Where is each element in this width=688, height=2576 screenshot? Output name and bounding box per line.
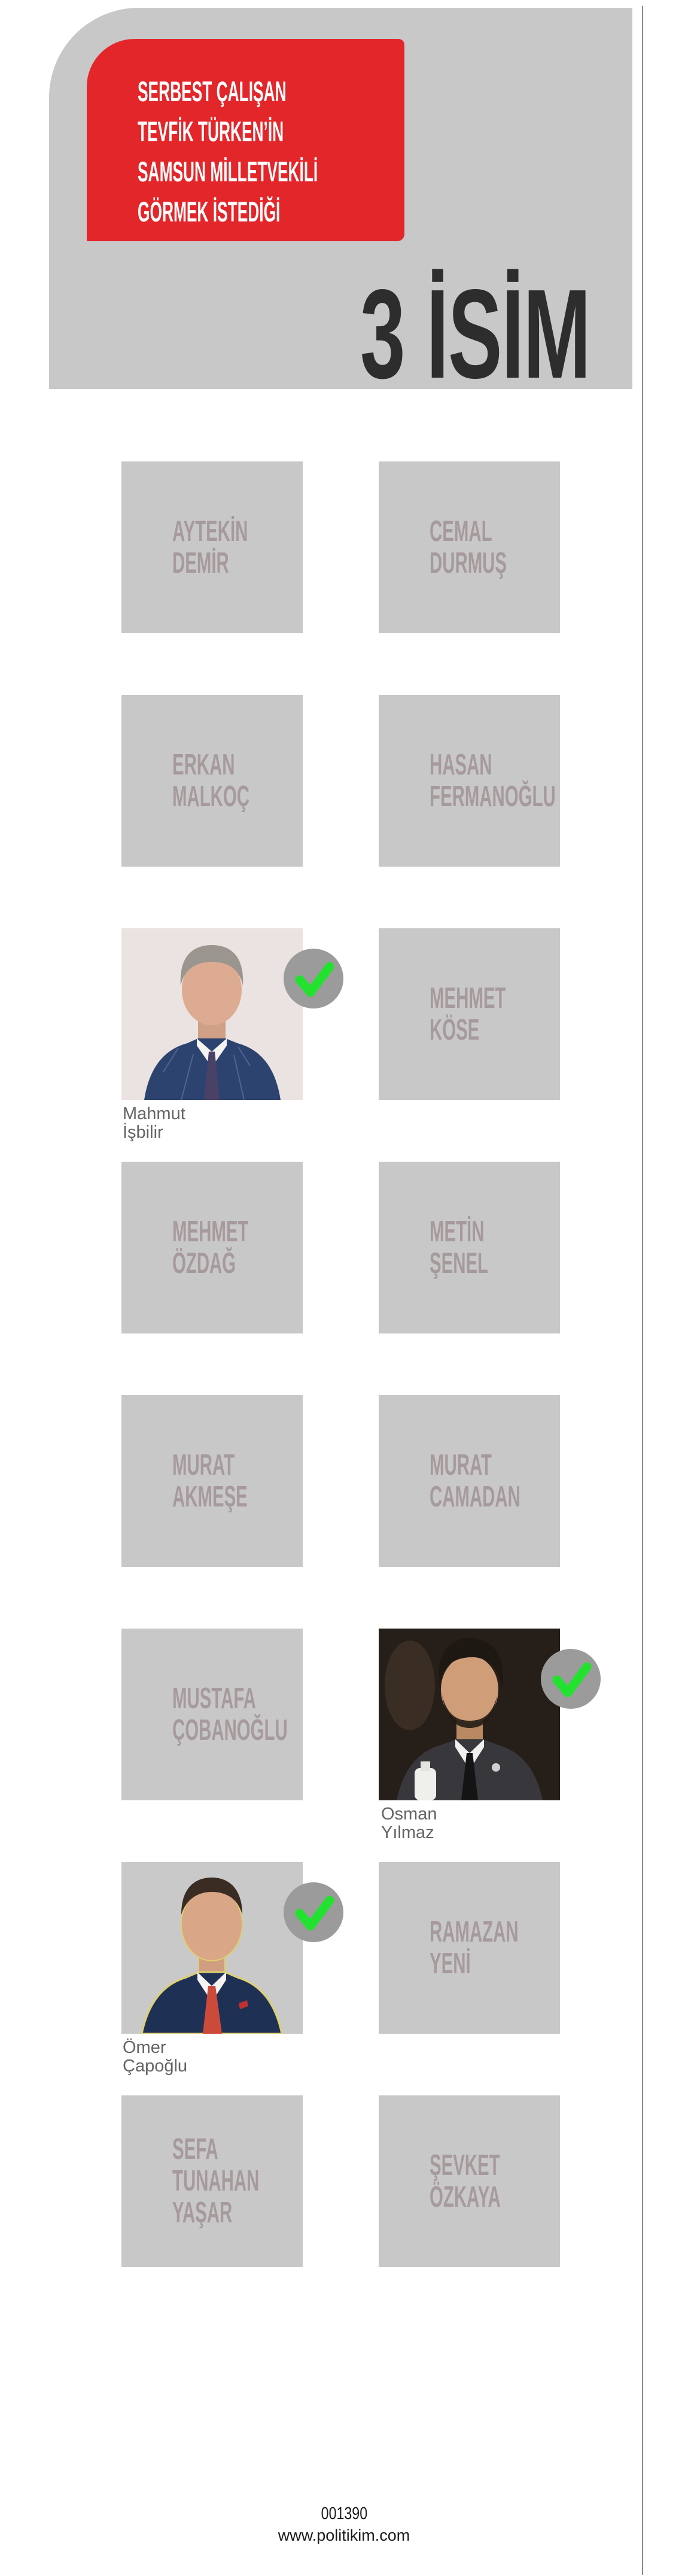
candidate-name-line: CAMADAN bbox=[430, 1480, 520, 1513]
title-line-3: SAMSUN MİLLETVEKİLİ bbox=[138, 156, 318, 187]
footer-code: 001390 bbox=[321, 2504, 367, 2523]
candidate-name-line: ÇOBANOĞLU bbox=[172, 1714, 288, 1746]
caption-line: Yılmaz bbox=[381, 1823, 434, 1842]
photo-caption-omer-capoglu bbox=[123, 2039, 187, 2076]
candidate-name-line: YAŞAR bbox=[172, 2197, 233, 2229]
candidate-name-line: METİN bbox=[430, 1215, 485, 1248]
portrait-osman-yilmaz bbox=[379, 1629, 560, 1800]
caption-line: İşbilir bbox=[123, 1123, 163, 1142]
candidate-box-murat-camadan bbox=[379, 1395, 560, 1567]
candidate-name-line: ŞENEL bbox=[430, 1247, 489, 1280]
candidate-name-line: ŞEVKET bbox=[430, 2149, 500, 2182]
candidate-box-murat-akmese bbox=[121, 1395, 303, 1567]
candidate-box-erkan-malkoc bbox=[121, 695, 303, 867]
candidate-name-line: ERKAN bbox=[172, 748, 235, 781]
check-icon bbox=[284, 1882, 343, 1942]
candidate-name-line: AYTEKİN bbox=[172, 515, 248, 548]
candidate-name-line: DURMUŞ bbox=[430, 546, 507, 579]
candidate-box-aytekin-demir bbox=[121, 461, 303, 633]
candidate-box-cemal-durmus bbox=[379, 461, 560, 633]
candidate-box-mehmet-ozdag bbox=[121, 1162, 303, 1333]
title-line-4: GÖRMEK İSTEDİĞİ bbox=[138, 196, 281, 227]
candidate-box-metin-senel bbox=[379, 1162, 560, 1333]
candidate-name-line: SEFA bbox=[172, 2133, 218, 2165]
candidate-box-mehmet-kose bbox=[379, 928, 560, 1100]
candidate-name-line: DEMİR bbox=[172, 546, 229, 579]
photo-caption-mahmut-isbilir bbox=[123, 1105, 185, 1142]
candidate-name-line: MEHMET bbox=[172, 1215, 249, 1248]
photo-card-mahmut-isbilir bbox=[121, 928, 303, 1100]
title-line-2: TEVFİK TÜRKEN’İN bbox=[138, 116, 284, 147]
candidate-box-sevket-ozkaya bbox=[379, 2095, 560, 2267]
caption-line: Osman bbox=[381, 1805, 437, 1824]
photo-card-osman-yilmaz bbox=[379, 1629, 560, 1800]
check-icon bbox=[541, 1649, 601, 1709]
candidate-name-line: MURAT bbox=[430, 1448, 492, 1481]
candidate-box-mustafa-cobanoglu bbox=[121, 1629, 303, 1800]
check-badge bbox=[284, 1882, 343, 1942]
candidate-name-line: ÖZDAĞ bbox=[172, 1247, 236, 1280]
caption-line: Ömer bbox=[123, 2038, 166, 2057]
candidate-name-line: CEMAL bbox=[430, 515, 492, 548]
candidate-name-line: KÖSE bbox=[430, 1013, 480, 1046]
check-icon bbox=[284, 949, 343, 1008]
candidate-box-hasan-fermanoglu bbox=[379, 695, 560, 867]
candidate-name-line: MURAT bbox=[172, 1448, 235, 1481]
portrait-mahmut-isbilir bbox=[121, 928, 303, 1100]
candidate-name-line: YENİ bbox=[430, 1947, 471, 1980]
caption-line: Çapoğlu bbox=[123, 2056, 188, 2076]
candidate-name-line: AKMEŞE bbox=[172, 1480, 248, 1513]
footer bbox=[0, 2503, 688, 2546]
candidate-name-line: RAMAZAN bbox=[430, 1915, 519, 1948]
headline-count: 3 İSİM bbox=[360, 263, 590, 405]
candidate-box-ramazan-yeni bbox=[379, 1862, 560, 2034]
candidate-name-line: MEHMET bbox=[430, 982, 506, 1014]
footer-website: www.politikim.com bbox=[278, 2526, 410, 2544]
check-badge bbox=[541, 1649, 601, 1709]
caption-line: Mahmut bbox=[123, 1104, 185, 1123]
candidate-name-line: ÖZKAYA bbox=[430, 2180, 501, 2213]
vertical-rule bbox=[642, 6, 643, 2575]
header-panel bbox=[49, 8, 632, 405]
candidate-name-line: HASAN bbox=[430, 748, 492, 781]
candidate-name-line: MUSTAFA bbox=[172, 1682, 256, 1715]
photo-card-omer-capoglu bbox=[121, 1862, 303, 2034]
check-badge bbox=[284, 949, 343, 1008]
candidate-name-line: MALKOÇ bbox=[172, 780, 250, 813]
title-box bbox=[87, 39, 404, 241]
portrait-omer-capoglu bbox=[121, 1862, 303, 2034]
candidate-box-sefa-tunahan-yasar bbox=[121, 2095, 303, 2267]
photo-caption-osman-yilmaz bbox=[381, 1805, 437, 1842]
title-line-1: SERBEST ÇALIŞAN bbox=[138, 75, 287, 107]
candidate-name-line: FERMANOĞLU bbox=[430, 780, 556, 813]
candidate-name-line: TUNAHAN bbox=[172, 2165, 260, 2197]
